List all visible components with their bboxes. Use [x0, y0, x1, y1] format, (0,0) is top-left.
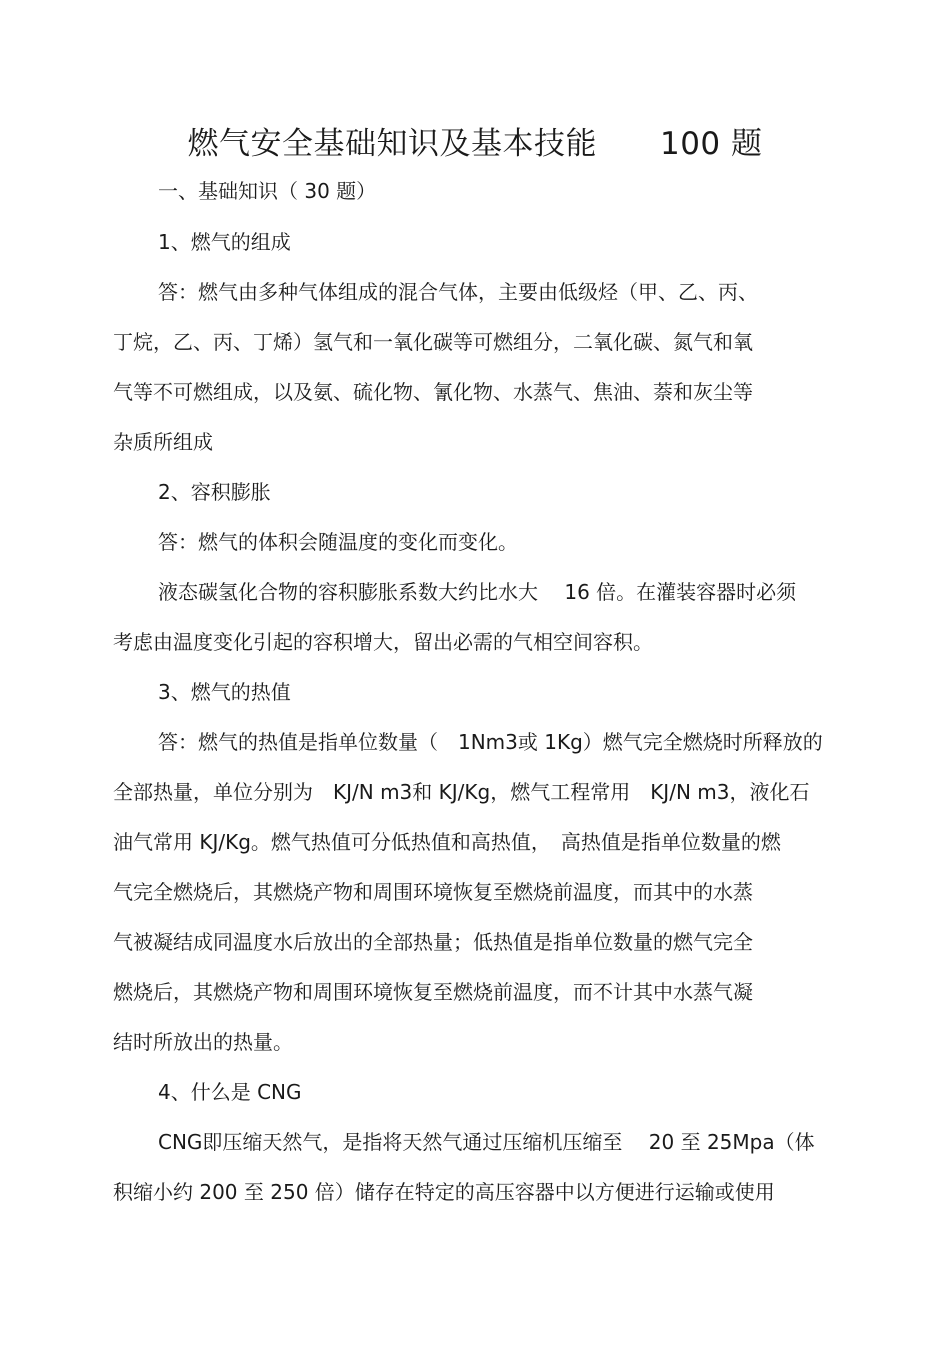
- question-heading: 4、什么是 CNG: [158, 1080, 302, 1104]
- paragraph-line: 液态碳氢化合物的容积膨胀系数大约比水大 16 倍。在灌装容器时必须: [158, 580, 797, 604]
- paragraph-line: 结时所放出的热量。: [113, 1030, 293, 1054]
- page-title: 燃气安全基础知识及基本技能 100 题: [187, 126, 763, 162]
- paragraph-line: CNG即压缩天然气，是指将天然气通过压缩机压缩至 20 至 25Mpa（体: [158, 1130, 815, 1154]
- paragraph-line: 答：燃气的体积会随温度的变化而变化。: [158, 530, 518, 554]
- question-heading: 1、燃气的组成: [158, 230, 291, 254]
- paragraph-line: 气被凝结成同温度水后放出的全部热量；低热值是指单位数量的燃气完全: [113, 930, 753, 954]
- question-heading: 3、燃气的热值: [158, 680, 291, 704]
- question-heading: 2、容积膨胀: [158, 480, 271, 504]
- paragraph-line: 燃烧后，其燃烧产物和周围环境恢复至燃烧前温度，而不计其中水蒸气凝: [113, 980, 753, 1004]
- paragraph-line: 丁烷，乙、丙、丁烯）氢气和一氧化碳等可燃组分，二氧化碳、氮气和氧: [113, 330, 753, 354]
- section-heading: 一、基础知识（ 30 题）: [158, 179, 377, 203]
- paragraph-line: 积缩小约 200 至 250 倍）储存在特定的高压容器中以方便进行运输或使用: [113, 1180, 775, 1204]
- paragraph-line: 油气常用 KJ/Kg。燃气热值可分低热值和高热值， 高热值是指单位数量的燃: [113, 830, 781, 854]
- paragraph-line: 考虑由温度变化引起的容积增大，留出必需的气相空间容积。: [113, 630, 653, 654]
- paragraph-line: 气完全燃烧后，其燃烧产物和周围环境恢复至燃烧前温度，而其中的水蒸: [113, 880, 753, 904]
- paragraph-line: 答：燃气的热值是指单位数量（ 1Nm3或 1Kg）燃气完全燃烧时所释放的: [158, 730, 823, 754]
- paragraph-line: 杂质所组成: [113, 430, 213, 454]
- paragraph-line: 气等不可燃组成，以及氨、硫化物、氰化物、水蒸气、焦油、萘和灰尘等: [113, 380, 753, 404]
- paragraph-line: 全部热量，单位分别为 KJ/N m3和 KJ/Kg，燃气工程常用 KJ/N m3，液化石: [113, 780, 810, 804]
- paragraph-line: 答：燃气由多种气体组成的混合气体，主要由低级烃（甲、乙、丙、: [158, 280, 758, 304]
